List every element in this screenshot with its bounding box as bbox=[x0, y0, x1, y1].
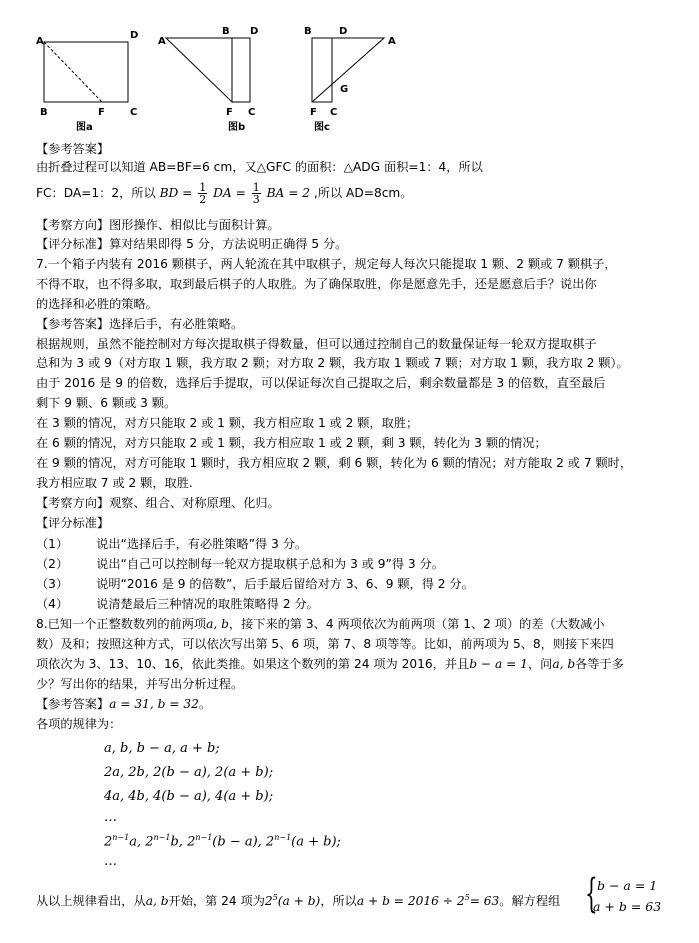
q8-math-condition: b − a = 1 bbox=[469, 657, 528, 671]
q7-question-line-1: 7.一个箱子内装有 2016 颗棋子，两人轮流在其中取棋子，规定每人每次只能提取 1 颗、2 颗或 7 颗棋子， bbox=[36, 257, 617, 271]
q7-answer-heading: 【参考答案】选择后手，有必胜策略。 bbox=[36, 317, 244, 331]
q7-direction: 【考察方向】观察、组合、对称原理、化归。 bbox=[36, 496, 280, 510]
scoring-item-number: （1） bbox=[36, 537, 69, 551]
figure-a bbox=[44, 42, 128, 102]
q6-line2-ba: BA = 2 bbox=[266, 186, 311, 200]
q7-answer-line-4: 剩下 9 颗、6 颗或 3 颗。 bbox=[36, 396, 177, 410]
math-exponent: 5 bbox=[272, 893, 278, 902]
q7-answer-line-1: 根据规则，虽然不能控制对方每次提取棋子得数量，但可以通过控制自己的数量保证每一轮双方提取棋子 bbox=[36, 337, 597, 351]
q7-answer-line-2: 总和为 3 或 9（对方取 1 颗，我方取 2 颗；对方取 2 颗，我方取 1 颗或 7 颗；对方取 1 颗，我方取 2 颗）。 bbox=[36, 356, 629, 370]
scoring-item-text: 说清楚最后三种情况的取胜策略得 2 分。 bbox=[96, 597, 319, 611]
q8-text: 。 bbox=[198, 697, 212, 711]
q7-answer-line-6: 在 6 颗的情况，对方只能取 2 或 1 颗，我方相应取 1 或 2 颗，剩 3 颗，转化为 3 颗的情况； bbox=[36, 436, 547, 450]
math-text: (a + b); bbox=[291, 834, 341, 850]
fraction-one-half bbox=[198, 182, 207, 205]
q8-math-ab: a, b bbox=[552, 657, 576, 671]
fig-b-label-B: B bbox=[222, 26, 230, 37]
q8-pattern-label: 各项的规律为： bbox=[36, 717, 122, 731]
fig-b-label-F: F bbox=[226, 107, 233, 118]
q8-question-line-2: 数）及和；按照这种方式，可以依次写出第 5、6 项，第 7、8 项等等。比如，前两项为 5、8，则接下来四 bbox=[36, 637, 614, 651]
q6-answer-line-1: 由折叠过程可以知道 AB=BF=6 cm，又△GFC 的面积：△ADG 面积=1：4，所以 bbox=[36, 160, 483, 174]
q6-answer-heading: 【参考答案】 bbox=[36, 142, 110, 156]
q8-text: ，所以 bbox=[320, 894, 357, 909]
fig-c-label-B: B bbox=[304, 26, 312, 37]
q7-question-line-2: 不得不取，也不得多取，取到最后棋子的人取胜。为了确保取胜，你是愿意先手，还是愿意后手？说出你 bbox=[36, 277, 597, 291]
scoring-item-text: 说明“2016 是 9 的倍数”，后手最后留给对方 3、6、9 颗，得 2 分。 bbox=[96, 577, 474, 591]
q6-line2-result: ,所以 AD=8cm。 bbox=[313, 186, 413, 200]
fig-c-label-D: D bbox=[339, 26, 348, 37]
fraction-denominator: 2 bbox=[199, 193, 207, 206]
math-text: 2 bbox=[104, 834, 113, 850]
fig-b-label-D: D bbox=[250, 26, 259, 37]
q8-text: 项依次为 3、13、10、16，依此类推。如果这个数列的第 24 项为 2016，并且 bbox=[36, 657, 470, 671]
q8-pattern-row-4: … bbox=[104, 810, 117, 825]
fig-a-rectangle bbox=[44, 42, 128, 102]
q8-pattern-row-3: 4a, 4b, 4(b − a), 4(a + b); bbox=[104, 789, 274, 804]
q7-scoring-heading: 【评分标准】 bbox=[36, 516, 110, 530]
math-exponent: n−1 bbox=[153, 833, 171, 842]
math-exponent: 5 bbox=[464, 893, 470, 902]
fig-b-caption: 图b bbox=[228, 122, 246, 133]
q8-pattern-row-2: 2a, 2b, 2(b − a), 2(a + b); bbox=[104, 765, 274, 780]
fraction-denominator: 3 bbox=[252, 193, 260, 206]
fig-b-label-A: A bbox=[158, 36, 166, 47]
fig-b-label-C: C bbox=[248, 107, 256, 118]
q8-question-line-1 bbox=[36, 616, 604, 632]
q6-scoring: 【评分标准】算对结果即得 5 分，方法说明正确得 5 分。 bbox=[36, 237, 348, 251]
fig-b-triangle bbox=[166, 38, 232, 102]
fig-a-label-D: D bbox=[130, 30, 139, 41]
math-text: = 63 bbox=[469, 894, 500, 909]
math-text: (a + b) bbox=[277, 894, 321, 909]
q7-scoring-item-2 bbox=[36, 556, 444, 572]
fig-c-strip bbox=[312, 38, 332, 102]
q7-answer-line-8: 我方相应取 7 或 2 颗，取胜. bbox=[36, 476, 193, 490]
fig-c-label-A: A bbox=[388, 36, 396, 47]
q8-answer-line bbox=[36, 696, 211, 712]
q8-conclusion-line bbox=[36, 890, 560, 909]
q6-line2-text: FC：DA=1：2，所以 bbox=[36, 186, 156, 200]
equation-2: a + b = 63 bbox=[593, 899, 662, 914]
fig-c-caption: 图c bbox=[314, 122, 330, 133]
fraction-one-third bbox=[252, 182, 261, 205]
q7-scoring-item-4 bbox=[36, 596, 319, 612]
fig-c-label-C: C bbox=[330, 107, 338, 118]
q8-text: 从以上规律看出，从 bbox=[36, 894, 146, 909]
q7-answer-line-5: 在 3 颗的情况，对方只能取 2 或 1 颗，我方相应取 1 或 2 颗，取胜； bbox=[36, 416, 419, 430]
math-exponent: n−1 bbox=[112, 833, 130, 842]
math-text: a + b = 2016 ÷ 2 bbox=[356, 894, 465, 909]
fig-a-label-F: F bbox=[98, 107, 105, 118]
q8-text: ，接下来的第 3、4 两项依次为前两项（第 1、2 项）的差（大数减小 bbox=[228, 617, 605, 631]
math-text: 2 bbox=[264, 894, 273, 909]
q8-text: 8.已知一个正整数数列的前两项 bbox=[36, 617, 207, 631]
q7-answer-line-3: 由于 2016 是 9 的倍数，选择后手提取，可以保证每次自己提取之后，剩余数量都是 3 的倍数，直至最后 bbox=[36, 376, 606, 390]
fig-a-caption: 图a bbox=[76, 122, 93, 133]
q8-answer-heading: 【参考答案】 bbox=[36, 697, 110, 711]
fig-a-label-B: B bbox=[40, 107, 48, 118]
q8-text: 开始，第 24 项为 bbox=[168, 894, 265, 909]
q8-text: 各等于多 bbox=[575, 657, 624, 671]
scoring-item-text: 说出“选择后手，有必胜策略”得 3 分。 bbox=[96, 537, 308, 551]
q8-question-line-4: 少？写出你的结果，并写出分析过程。 bbox=[36, 677, 244, 691]
fig-c-label-F: F bbox=[310, 107, 317, 118]
q6-line2-bd: BD = bbox=[159, 186, 193, 200]
q8-math-ab: a, b bbox=[206, 617, 229, 631]
figure-group bbox=[34, 22, 414, 140]
q8-pattern-row-6: … bbox=[104, 854, 117, 869]
fraction-numerator: 1 bbox=[199, 181, 207, 194]
math-exponent: n−1 bbox=[274, 833, 292, 842]
fig-b-strip bbox=[232, 38, 250, 102]
q8-text: 。解方程组 bbox=[499, 894, 561, 909]
math-text: (b − a), 2 bbox=[212, 834, 275, 850]
scoring-item-text: 说出“自己可以控制每一轮双方提取棋子总和为 3 或 9”得 3 分。 bbox=[96, 557, 444, 571]
fig-a-fold-line bbox=[44, 42, 102, 102]
fig-c-label-G: G bbox=[340, 84, 349, 95]
fraction-numerator: 1 bbox=[252, 181, 260, 194]
equation-1: b − a = 1 bbox=[597, 878, 658, 893]
q7-answer-line-7: 在 9 颗的情况，对方可能取 1 颗时，我方相应取 2 颗，剩 6 颗，转化为 6 颗的情况；对方能取 2 或 7 颗时， bbox=[36, 456, 633, 470]
scoring-item-number: （2） bbox=[36, 557, 69, 571]
q8-text: ，问 bbox=[527, 657, 553, 671]
left-brace-icon: { bbox=[585, 871, 598, 917]
q7-scoring-item-3 bbox=[36, 576, 474, 592]
fig-a-label-A: A bbox=[36, 36, 44, 47]
math-exponent: n−1 bbox=[195, 833, 213, 842]
q8-answer-math: a = 31, b = 32 bbox=[109, 697, 199, 711]
q6-line2-da: DA = bbox=[213, 186, 246, 200]
q8-pattern-row-5 bbox=[104, 829, 341, 851]
q7-scoring-item-1 bbox=[36, 536, 307, 552]
math-text: b, 2 bbox=[170, 834, 196, 850]
math-text: a, 2 bbox=[129, 834, 154, 850]
q6-direction: 【考察方向】图形操作、相似比与面积计算。 bbox=[36, 218, 280, 232]
scoring-item-number: （4） bbox=[36, 597, 69, 611]
q6-answer-line-2 bbox=[36, 180, 413, 206]
q7-question-line-3: 的选择和必胜的策略。 bbox=[36, 297, 158, 311]
q8-math-ab: a, b bbox=[145, 894, 169, 909]
q8-pattern-row-1: a, b, b − a, a + b; bbox=[104, 741, 220, 756]
q8-question-line-3 bbox=[36, 656, 624, 672]
fig-a-label-C: C bbox=[130, 107, 138, 118]
scoring-item-number: （3） bbox=[36, 577, 69, 591]
figure-b bbox=[166, 38, 250, 102]
